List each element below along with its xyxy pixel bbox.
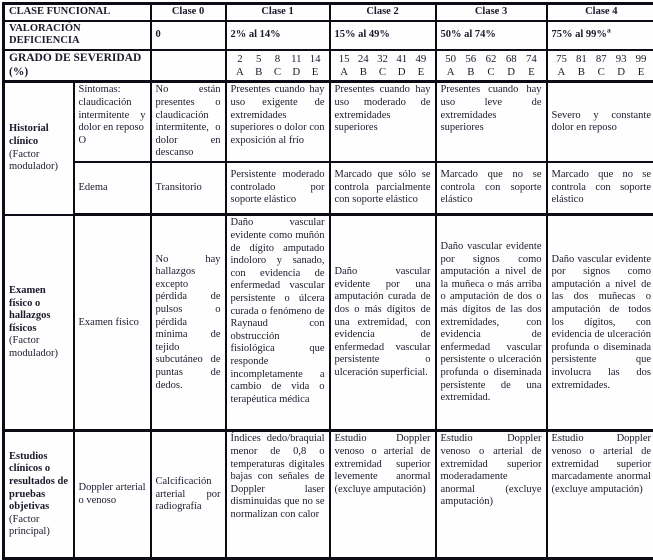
- impairment-rating-value-1: 2% al 14%: [226, 21, 330, 50]
- impairment-rating-value-4: [547, 21, 653, 50]
- cell-sintomas-class3: Presentes cuando hay uso leve de extremidades superiores: [436, 82, 547, 162]
- impairment-rating-value-2: 15% al 49%: [330, 21, 436, 50]
- corner-header-cell: CLASE FUNCIONAL: [4, 4, 151, 21]
- severity-cell-class4: [547, 50, 653, 82]
- or-connector: O: [79, 135, 146, 148]
- row-group-label: Historial clínico: [9, 123, 69, 148]
- class-header-row: [4, 4, 653, 21]
- severity-numbers: 75 81 87 93 99: [552, 53, 652, 66]
- severity-numbers: 2 5 8 11 14: [231, 53, 325, 66]
- row-group-historial-clinico: [4, 82, 74, 215]
- impairment-rating-value-4-text: 75% al 99%: [552, 29, 607, 40]
- severity-grade-label: GRADO DE SEVERIDAD: [9, 52, 146, 66]
- cell-edema-class4: Marcado que no se controla con soporte elástico: [547, 162, 653, 215]
- clinical-studies-row: [4, 431, 653, 559]
- cell-estudios-class4: Estudio Doppler venoso o arterial de extremidad superior marcadamente anormal (excluye amputación): [547, 431, 653, 559]
- class-header-cell-1: Clase 1: [226, 4, 330, 21]
- cell-examen-class2: Daño vascular evidente por una amputación curada de dos o más dígitos de una extremidad, con evidencia de enfermedad vascular persistente o ulceración superficial.: [330, 215, 436, 431]
- cell-sintomas-class0: No están presentes o claudicación intermitente, o dolor en descanso: [151, 82, 226, 162]
- cell-examen-class3: Daño vascular evidente por signos como amputación a nivel de la muñeca o más arriba o amputación de dos o más dígitos de las dos extremidades, con evidencia de enfermedad vascular persistente o ulceración profunda o diseminada persistente de una extremidad.: [436, 215, 547, 431]
- cell-sintomas-class2: Presentes cuando hay uso moderado de extremidades superiores: [330, 82, 436, 162]
- severity-letters: A B C D E: [231, 66, 325, 79]
- cell-edema-class3: Marcado que no se controla con soporte elástico: [436, 162, 547, 215]
- cell-sintomas-class1: Presentes cuando hay uso exigente de extremidades superiores o dolor con exposición al frío: [226, 82, 330, 162]
- cell-estudios-class2: Estudio Doppler venoso o arterial de extremidad superior levemente anormal (excluye amputación): [330, 431, 436, 559]
- impairment-rating-value-0: 0: [151, 21, 226, 50]
- footnote-mark: a: [607, 25, 611, 34]
- cell-estudios-class0: Calcificación arterial por radiografía: [151, 431, 226, 559]
- row-sub-label-examen: Examen físico: [74, 215, 151, 431]
- symptoms-row: [4, 82, 653, 162]
- impairment-rating-row: [4, 21, 653, 50]
- row-group-note: (Factor modulador): [9, 149, 69, 174]
- severity-numbers: 50 56 62 68 74: [441, 53, 542, 66]
- cell-edema-class2: Marcado que sólo se controla parcialmente con soporte elástico: [330, 162, 436, 215]
- severity-letters: A B C D E: [552, 66, 652, 79]
- class-header-cell-0: Clase 0: [151, 4, 226, 21]
- row-group-note: (Factor modulador): [9, 335, 69, 360]
- severity-grade-unit: (%): [9, 66, 146, 80]
- row-group-note: (Factor principal): [9, 514, 69, 539]
- row-group-examen-fisico: [4, 215, 74, 431]
- row-group-estudios-clinicos: [4, 431, 74, 559]
- severity-cell-class2: [330, 50, 436, 82]
- functional-class-table: [2, 2, 653, 560]
- severity-cell-class3: [436, 50, 547, 82]
- class-header-cell-3: Clase 3: [436, 4, 547, 21]
- cell-edema-class1: Persistente moderado controlado por soporte elástico: [226, 162, 330, 215]
- cell-examen-class4: Daño vascular evidente por signos como amputación a nivel de las dos muñecas o amputación de todos los dígitos, con evidencia de ulceración profunda o diseminada persistente que involucra las dos extremidades.: [547, 215, 653, 431]
- cell-estudios-class1: Índices dedo/braquial menor de 0,8 o temperaturas digitales bajas con señales de Doppler laser disminuidas que no se normalizan con calor: [226, 431, 330, 559]
- impairment-rating-label: VALORACIÓN DEFICIENCIA: [4, 21, 151, 50]
- row-sub-label-sintomas: Síntomas: claudicación intermitente y dolor en reposo O: [74, 82, 151, 162]
- cell-edema-class0: Transitorio: [151, 162, 226, 215]
- class-header-cell-2: Clase 2: [330, 4, 436, 21]
- cell-estudios-class3: Estudio Doppler venoso o arterial de extremidad superior moderadamente anormal (excluye amputación): [436, 431, 547, 559]
- edema-row: [4, 162, 653, 215]
- physical-exam-row: [4, 215, 653, 431]
- severity-grade-row: [4, 50, 653, 82]
- impairment-rating-value-3: 50% al 74%: [436, 21, 547, 50]
- severity-numbers: 15 24 32 41 49: [335, 53, 431, 66]
- class-header-cell-4: Clase 4: [547, 4, 653, 21]
- cell-examen-class1: Daño vascular evidente como muñón de dígito amputado indoloro y sanado, con evidencia de enfermedad vascular persistente o úlcera curada o fenómeno de Raynaud con obstrucción fisiológica que responde incompletamente a cambio de vida o terapéutica médica: [226, 215, 330, 431]
- severity-cell-class0-empty: [151, 50, 226, 82]
- row-group-label: Estudios clínicos o resultados de pruebas objetivas: [9, 451, 69, 514]
- severity-letters: A B C D E: [441, 66, 542, 79]
- row-group-label: Examen físico o hallazgos físicos: [9, 285, 69, 335]
- severity-letters: A B C D E: [335, 66, 431, 79]
- cell-sintomas-class4: Severo y constante dolor en reposo: [547, 82, 653, 162]
- cell-examen-class0: No hay hallazgos excepto pérdida de pulsos o pérdida mínima de tejido subcutáneo de puntas de dedos.: [151, 215, 226, 431]
- severity-grade-label-cell: [4, 50, 151, 82]
- severity-cell-class1: [226, 50, 330, 82]
- row-sub-label-edema: Edema: [74, 162, 151, 215]
- row-sub-label-doppler: Doppler arterial o venoso: [74, 431, 151, 559]
